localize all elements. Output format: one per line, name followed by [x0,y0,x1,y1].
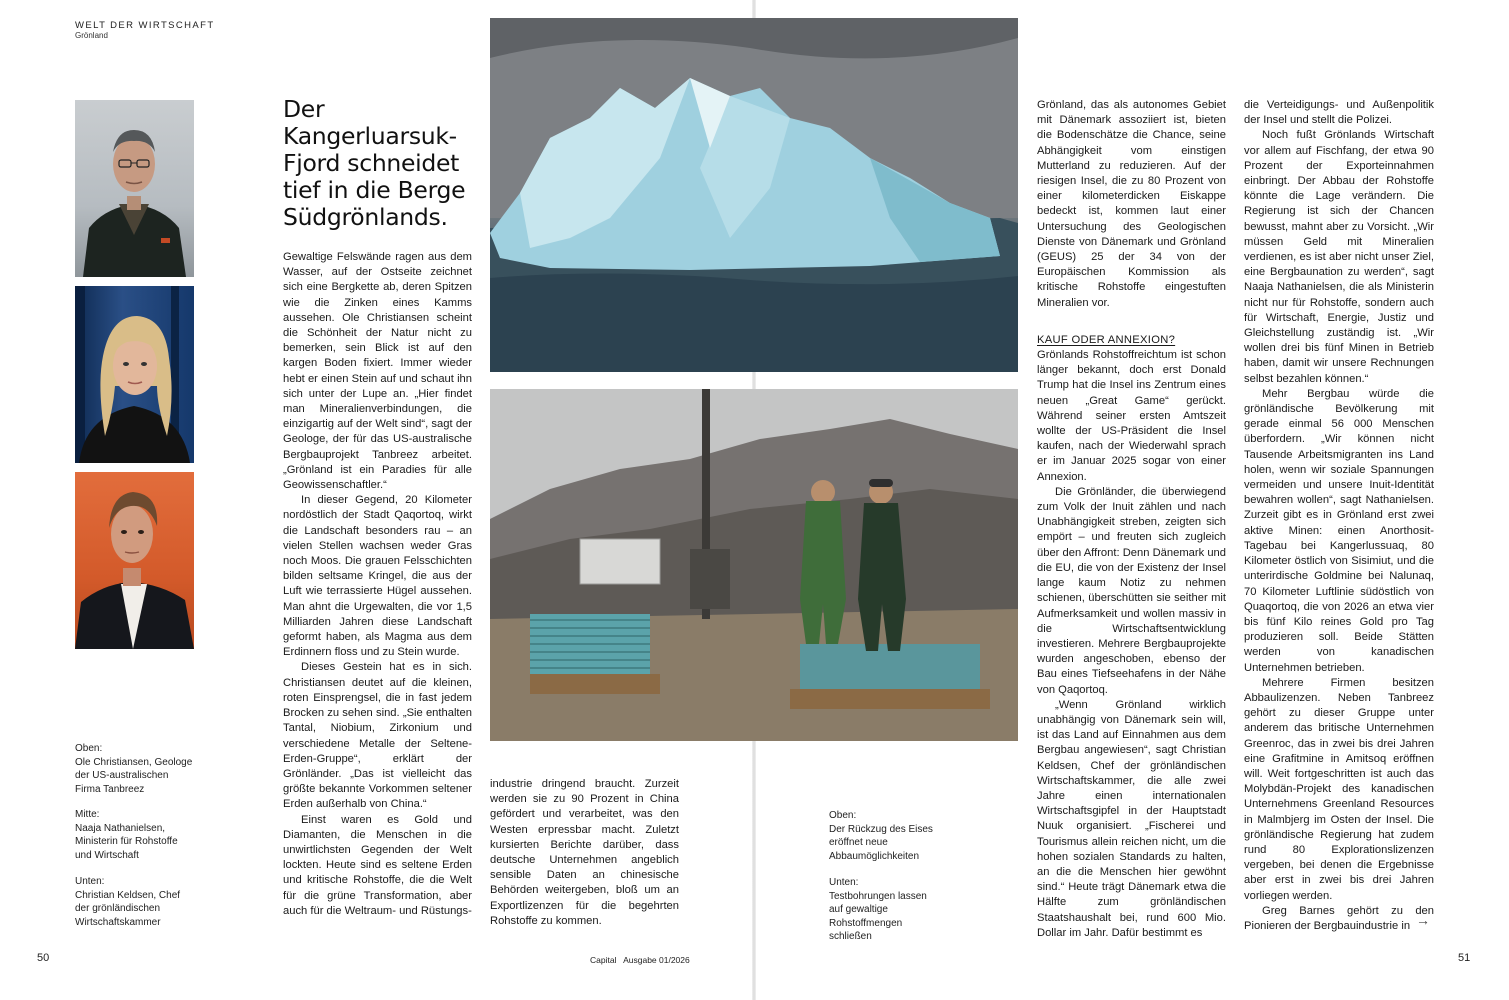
paragraph: Greg Barnes gehört zu den Pionieren der Bergbauindustrie in [1244,904,1434,932]
issue-label: Ausgabe 01/2026 [623,955,690,965]
headline: Der Kangerluarsuk-Fjord schneidet tief in die Berge Südgrönlands. [283,95,466,231]
portrait-naaja-nathanielsen [75,286,194,463]
portrait-woman-blonde-image [75,286,194,463]
portrait-man-glasses-image [75,100,194,277]
caption-label: Oben: [829,810,857,821]
caption-portrait-top [75,742,195,796]
article-column-2 [490,777,679,929]
paragraph: Dieses Gestein hat es in sich. Christiansen deutet auf die kleinen, roten Einsprengsel, die in fast jedem Brocken zu sehen sind. „Sie enthalten Tantal, Niobium, Zirkonium und verschiedene Metalle der Seltene-Erden-Gruppe“, erklärt der Grönländer. „Das ist vielleicht das größte bekannte Vorkommen seltener Erden außerhalb von China.“ [283,661,472,811]
portrait-ole-christiansen [75,100,194,277]
photo-test-drilling [490,389,1018,741]
caption-text: Testbohrungen lassen auf gewaltige Rohstoffmengen schließen [829,890,927,942]
caption-text: Ole Christiansen, Geologe der US-australischen Firma Tanbreez [75,756,193,795]
page-number-right: 51 [1458,952,1471,964]
paragraph: Die Grönländer, die überwiegend zum Volk der Inuit zählen und nach Unabhängigkeit streben, zeigten sich empört – und freuten sich zugleich über den Affront: Denn Dänemark und die EU, die von der Existenz der Insel lange kaum Notiz zu nehmen schienen, überschütten sie seither mit Aufmerksamkeit und wollen massiv in die Wirtschaftsentwicklung investieren. Mehrere Bergbauprojekte wurden angeschoben, ebenso der Bau eines Tiefseehafens in der Nähe von Qaqortoq. [1037,485,1226,696]
paragraph: In dieser Gegend, 20 Kilometer nordöstlich der Stadt Qaqortoq, wirkt die Landschaft besonders rau – an vielen Stellen wachsen weder Gras noch Moos. Die grauen Felsschichten bilden seltsame Kringel, die aus der Luft wie terrassierte Hügel aussehen. Man ahnt die Urgewalten, die vor 1,5 Milliarden Jahren diese Landschaft geformt haben, als Magma aus dem Erdinnern floss und zu Stein wurde. [283,494,472,659]
caption-label: Mitte: [75,809,100,820]
portrait-christian-keldsen [75,472,194,649]
subheading: KAUF ODER ANNEXION? [1037,333,1176,346]
footer-magazine [590,955,690,965]
section-sublabel: Grönland [75,31,108,40]
article-column-3 [1037,98,1226,941]
paragraph: Gewaltige Felswände ragen aus dem Wasser, auf der Ostseite zeichnet sich eine Bergkette ab, deren Spitzen wie die Zinken eines Kamms aussehen. Ole Christiansen scheint die Schönheit der Natur nicht zu bemerken, sein Blick ist auf den kargen Boden fixiert. Immer wieder hebt er einen Stein auf und schaut ihn sich unter der Lupe an. „Hier findet man Mineralienverbindungen, die einzigartig auf der Welt sind“, sagt der Geologe, der für das US-australische Bergbauprojekt Tanbreez arbeitet. „Grönland ist ein Paradies für alle Geowissenschaftler.“ [283,251,472,492]
paragraph: „Wenn Grönland wirklich unabhängig von Dänemark sein will, ist das Land auf Einnahmen aus dem Bergbau angewiesen“, sagt Christian Keldsen, Chef der grönländischen Wirtschaftskammer, die alle zwei Jahre einen internationalen Wirtschaftsgipfel in der Hauptstadt Nuuk organisiert. „Fischerei und Tourismus allein reichen nicht, um die hohen sozialen Standards zu halten, an die die Menschen hier gewöhnt sind.“ Heute trägt Dänemark etwa die Hälfte zum grönländischen Staatshaushalt bei, rund 600 Mio. Dollar im Jahr. Dafür bestimmt es [1037,698,1226,939]
caption-portrait-bottom [75,875,187,929]
drilling-site-image [490,389,1018,741]
article-column-4 [1244,98,1434,934]
paragraph: die Verteidigungs- und Außenpolitik der Insel und stellt die Polizei. [1244,99,1434,127]
article-column-1 [283,250,472,919]
caption-label: Unten: [75,876,105,887]
caption-text: Naaja Nathanielsen, Ministerin für Rohstoffe und Wirtschaft [75,822,178,861]
paragraph: Mehrere Firmen besitzen Abbaulizenzen. Neben Tanbreez gehört zu dieser Gruppe unter anderem das britische Unternehmen Greenroc, das in zwei bis drei Jahren eine Grafitmine in Amitsoq eröffnen will. Weit fortgeschritten ist auch das Molybdän-Projekt des kanadischen Unternehmens Greenland Resources in Malmbjerg im Osten der Insel. Die grönländische Regierung hat zudem rund 80 Explorationslizenzen vergeben, bei denen die Ergebnisse aber erst in zwei bis drei Jahren vorliegen werden. [1244,676,1434,902]
section-label: WELT DER WIRTSCHAFT [75,20,215,31]
paragraph: Einst waren es Gold und Diamanten, die Menschen in die unwirtlichsten Gegenden der Welt lockten. Heute sind es seltene Erden und kritische Rohstoffe, die die Welt für die grüne Transformation, aber auch für die Weltraum- und Rüstungs- [283,813,472,917]
paragraph: Mehr Bergbau würde die grönländische Bevölkerung mit gerade einmal 56 000 Menschen überfordern. „Wir können nicht Tausende Arbeitsmigranten ins Land holen, wenn wir soziale Spannungen vermeiden und unsere Inuit-Identität bewahren wollen“, sagt Nathanielsen. Zurzeit gibt es in Grönland erst zwei aktive Minen: einen Anorthosit-Tagebau bei Kangerlussuaq, 80 Kilometer östlich von Sisimiut, und die unterirdische Goldmine bei Nalunaq, 70 Kilometer Luftlinie südöstlich von Quaqortoq, die von 2026 an etwa vier bis fünf Kilo reines Gold pro Tag produzieren soll. Beide Stätten werden von kanadischen Unternehmen betrieben. [1244,387,1434,674]
caption-photo-bottom [829,876,939,944]
paragraph: Grönland, das als autonomes Gebiet mit Dänemark assoziiert ist, bieten die Bodenschätze die Chance, seine Abhängigkeit vom einstigen Mutterland zu reduzieren. Auf der riesigen Insel, die zu 80 Prozent von einer kilometerdicken Eiskappe bedeckt ist, kommen laut einer Untersuchung des Geologischen Dienste von Dänemark und Grönland (GEUS) 25 der 34 von der Europäischen Kommission als kritische Rohstoffe eingestuften Mineralien vor. [1037,99,1226,309]
paragraph: Noch fußt Grönlands Wirtschaft vor allem auf Fischfang, der etwa 90 Prozent der Exporteinnahmen einbringt. Der Abbau der Rohstoffe könnte die Lage verändern. Die Regierung ist sich der Chancen bewusst, mahnt aber zu Vorsicht. „Wir müssen Geld mit Mineralien verdienen, es ist aber nicht unser Ziel, eine Bergbaunation zu werden“, sagt Naaja Nathanielsen, die als Ministerin nicht nur für Rohstoffe, sondern auch für Wirtschaft, Energie, Justiz und Gleichstellung zuständig ist. „Wir wollen drei bis fünf Minen in Betrieb haben, damit wir unsere Rechnungen selbst bezahlen können.“ [1244,129,1434,385]
paragraph: industrie dringend braucht. Zurzeit werden sie zu 90 Prozent in China gefördert und verarbeitet, was den Westen erpressbar macht. Zuletzt kursierten Berichte darüber, dass deutsche Unternehmen angeblich sensible Daten an chinesische Behörden weitergeben, bloß um an Exportlizenzen für die begehrten Rohstoffe zu kommen. [490,778,679,927]
caption-label: Oben: [75,743,103,754]
caption-label: Unten: [829,877,859,888]
magazine-name: Capital [590,955,617,965]
portrait-man-suit-image [75,472,194,649]
photo-iceberg [490,18,1018,372]
caption-portrait-middle [75,808,187,862]
caption-photo-top [829,809,939,863]
continue-arrow-icon: → [1416,912,1430,928]
paragraph: Grönlands Rohstoffreichtum ist schon länger bekannt, doch erst Donald Trump hat die Insel ins Zentrum eines neuen „Great Game“ gerückt. Während seiner ersten Amtszeit wollte der US-Präsident die Insel kaufen, nach der Wiederwahl sprach er im Januar 2025 sogar von einer Annexion. [1037,349,1226,483]
iceberg-image [490,18,1018,372]
page-number-left: 50 [37,952,50,964]
caption-text: Christian Keldsen, Chef der grönländischen Wirtschaftskammer [75,889,181,928]
caption-text: Der Rückzug des Eises eröffnet neue Abbaumöglichkeiten [829,823,933,862]
